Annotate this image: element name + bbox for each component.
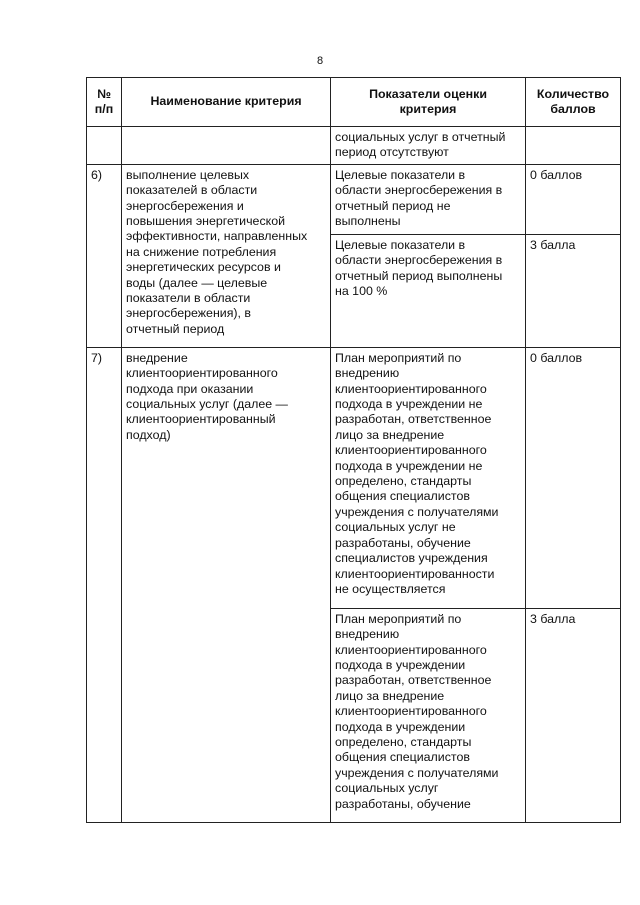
cell-indicator: Целевые показатели в области энергосбережения в отчетный период выполнены на 100 % xyxy=(331,234,526,347)
cell-num xyxy=(87,127,122,165)
cell-indicator: Целевые показатели в области энергосбережения в отчетный период не выполнены xyxy=(331,164,526,234)
cell-indicator: План мероприятий по внедрению клиентоориентированного подхода в учреждении разработан, ответственное лицо за внедрение клиентоориентированного подхода в учреждении определено, стандарты общения специалистов учреждения с получателями социальных услуг разработаны, обучение xyxy=(331,608,526,822)
header-num: № п/п xyxy=(87,78,122,127)
table-row xyxy=(87,347,621,608)
table-header-row xyxy=(87,78,621,127)
table-row xyxy=(87,127,621,165)
table-row xyxy=(87,164,621,234)
header-criterion: Наименование критерия xyxy=(122,78,331,127)
cell-num: 7) xyxy=(87,347,122,822)
criteria-table xyxy=(86,77,621,823)
header-indicators: Показатели оценки критерия xyxy=(331,78,526,127)
cell-points: 3 балла xyxy=(526,234,621,347)
cell-criterion: выполнение целевых показателей в области энергосбережения и повышения энергетической эффективности, направленных на снижение потребления энергетических ресурсов и воды (далее — целевые показатели в области энергосбережения), в отчетный период xyxy=(122,164,331,347)
cell-criterion: внедрение клиентоориентированного подхода при оказании социальных услуг (далее — клиентоориентированный подход) xyxy=(122,347,331,822)
cell-points: 0 баллов xyxy=(526,347,621,608)
cell-num: 6) xyxy=(87,164,122,347)
cell-indicator: План мероприятий по внедрению клиентоориентированного подхода в учреждении не разработан, ответственное лицо за внедрение клиентоориентированного подхода в учреждении не определено, стандарты общения специалистов учреждения с получателями социальных услуг не разработаны, обучение специалистов учреждения клиентоориентированности не осуществляется xyxy=(331,347,526,608)
cell-points xyxy=(526,127,621,165)
cell-points: 3 балла xyxy=(526,608,621,822)
cell-points: 0 баллов xyxy=(526,164,621,234)
cell-criterion xyxy=(122,127,331,165)
page-number: 8 xyxy=(316,55,324,67)
cell-indicator: социальных услуг в отчетный период отсутствуют xyxy=(331,127,526,165)
header-points: Количество баллов xyxy=(526,78,621,127)
